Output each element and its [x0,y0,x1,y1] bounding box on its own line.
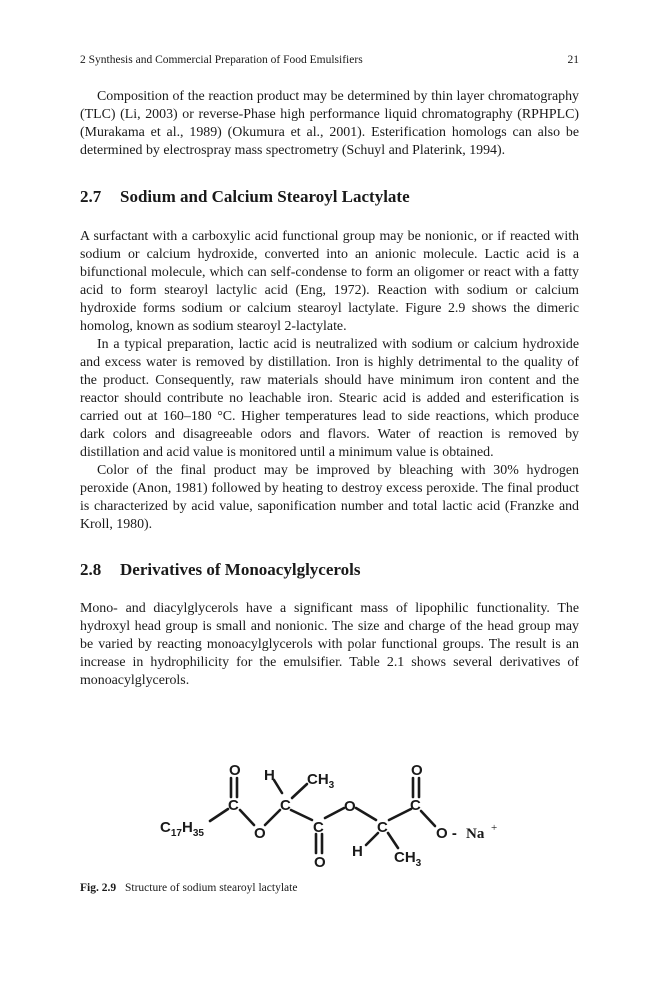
hydrogen-label: H [352,843,363,860]
carbon-label: C [280,797,291,814]
chemical-structure-figure [80,755,579,870]
section-number: 2.7 [80,187,102,206]
carbon-label: C [377,819,388,836]
paragraph: In a typical preparation, lactic acid is neutralized with sodium or calcium hydroxide and excess water is removed by distillation. Iron is highly detrimental to the quality of the product. Consequently, raw materials should have minimum iron content and the reactor should contribute no leachable iron. Stearic acid is added and esterification is carried out at 160–180 °C. Higher temperatures lead to side reactions, which produce dark colors and disagreeable odors and flavors. Water of reaction is removed by distillation and acid value is monitored until a minimum value is obtained. [80,337,579,460]
figure-caption [80,882,297,894]
section-heading-2-8 [80,559,579,581]
chapter-title: 2 Synthesis and Commercial Preparation of Food Emulsifiers [80,54,363,66]
paragraph: Color of the final product may be improved by bleaching with 30% hydrogen peroxide (Anon, 1981) followed by heating to destroy excess peroxide. The final product is characterized by acid value, saponification number and total lactic acid (Franzke and Kroll, 1980). [80,463,579,532]
section-title: Sodium and Calcium Stearoyl Lactylate [120,187,410,206]
carbon-label: C [313,819,324,836]
carbonyl-oxygen-label: O [411,762,423,779]
stearyl-group-label: $C_{17}H_{35}$ [160,819,204,839]
carbonyl-oxygen-label: O [314,854,326,870]
section-number: 2.8 [80,560,102,579]
hydrogen-label: H [264,767,275,784]
section-title: Derivatives of Monoacylglycerols [120,560,361,579]
section-heading-2-7 [80,186,579,208]
carbon-label: C [410,797,421,814]
figure-caption-text: Structure of sodium stearoyl lactylate [124,882,298,894]
methyl-group-label: $CH_3$ [307,771,335,791]
atom-labels [160,762,457,870]
carbon-label: C [228,797,239,814]
page-number: 21 [567,54,579,66]
bonds [210,778,435,853]
methyl-group-label: $CH_3$ [394,849,422,869]
paragraph: Mono- and diacylglycerols have a significant mass of lipophilic functionality. The hydroxyl head group is small and nonionic. The size and charge of the head group may be varied by reacting monoacylglycerols with polar functional groups. The result is an increase in hydrophilicity for the emulsifier. Table 2.1 shows several derivatives of monoacylglycerols. [80,601,579,688]
paragraph: A surfactant with a carboxylic acid functional group may be nonionic, or if reacted with sodium or calcium hydroxide, converted into an anionic molecule. Lactic acid is a bifunctional molecule, which can self-condense to form an oligomer or react with a fatty acid to form stearoyl lactylic acid (Eng, 1972). Reaction with sodium or calcium hydroxide forms sodium or calcium stearoyl lactylate. Figure 2.9 shows the dimeric homolog, known as sodium stearoyl 2-lactylate. [80,229,579,334]
carboxylate-oxygen-label: O - [436,825,457,842]
carbonyl-oxygen-label: O [229,762,241,779]
body-text [80,88,579,690]
ester-oxygen-label: O [254,825,266,842]
running-header [80,54,579,70]
sodium-ion-label: Na [466,826,485,842]
ester-oxygen-label: O [344,798,356,815]
positive-charge-label: + [491,822,498,834]
intro-paragraph: Composition of the reaction product may be determined by thin layer chromatography (TLC) (Li, 2003) or reverse-Phase high performance liquid chromatography (RPHPLC) (Murakama et al., 1989) (Okumura et al., 2001). Esterification homologs can also be determined by electrospray mass spectrometry (Schuyl and Platerink, 1994). [80,89,579,158]
stearoyl-lactylate-structure [80,755,579,870]
figure-label: Fig. 2.9 [80,882,117,894]
